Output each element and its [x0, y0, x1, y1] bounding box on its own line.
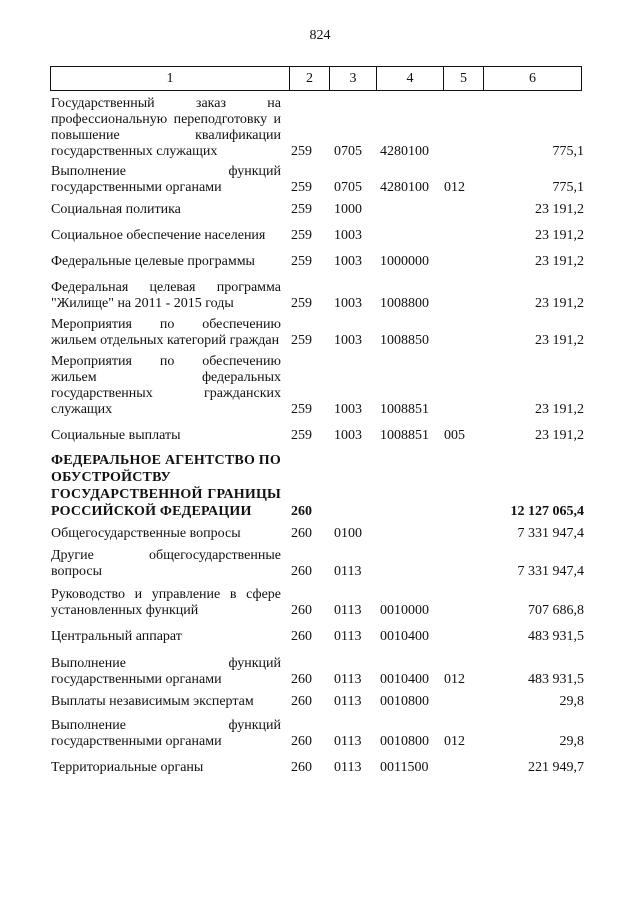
row-c3: 1003	[334, 228, 362, 243]
row-c3: 0113	[334, 760, 362, 775]
row-c6: 7 331 947,4	[517, 526, 584, 541]
row-name-line: жильем отдельных категорий граждан	[51, 333, 280, 348]
row-c3: 0113	[334, 672, 362, 687]
row-c2: 259	[291, 228, 312, 243]
header-col-5: 5	[443, 67, 483, 90]
row-name-line: Федеральная целевая программа	[51, 280, 281, 295]
header-col-3: 3	[329, 67, 376, 90]
row-c5: 005	[444, 428, 465, 443]
row-c5: 012	[444, 180, 465, 195]
row-name	[51, 760, 281, 776]
row-c4: 0010800	[380, 734, 429, 749]
row-c6: 29,8	[559, 694, 584, 709]
header-col-4: 4	[376, 67, 443, 90]
row-name-line: Федеральные целевые программы	[51, 254, 255, 269]
row-c6: 23 191,2	[535, 296, 584, 311]
row-c3: 1003	[334, 254, 362, 269]
row-c2: 259	[291, 333, 312, 348]
row-name-line: Социальное обеспечение населения	[51, 228, 266, 243]
row-name-line: государственными органами	[51, 180, 222, 195]
row-name-line: установленных функций	[51, 603, 199, 618]
row-c4: 0010000	[380, 603, 429, 618]
row-name-line: Мероприятия по обеспечению	[51, 354, 281, 369]
row-name-line: государственных служащих	[51, 144, 218, 159]
page-number: 824	[309, 28, 331, 43]
row-c3: 1003	[334, 428, 362, 443]
row-c2: 260	[291, 526, 312, 541]
row-c6: 23 191,2	[535, 333, 584, 348]
row-name-line: Другие общегосударственные	[51, 548, 281, 563]
row-c6: 221 949,7	[528, 760, 584, 775]
row-c5: 012	[444, 672, 465, 687]
row-name-line: Социальная политика	[51, 202, 181, 217]
row-c2: 260	[291, 672, 312, 687]
header-col-1: 1	[166, 71, 174, 86]
row-c2: 260	[291, 760, 312, 775]
row-name-line: государственными органами	[51, 734, 222, 749]
row-name-line: Государственный заказ на	[51, 96, 281, 111]
row-name-line: государственными органами	[51, 672, 222, 687]
row-c2: 260	[291, 694, 312, 709]
row-c4: 1008800	[380, 296, 429, 311]
row-c3: 0100	[334, 526, 362, 541]
row-c3: 0705	[334, 180, 362, 195]
row-name-line: Руководство и управление в сфере	[51, 587, 281, 602]
row-c6: 23 191,2	[535, 428, 584, 443]
row-c3: 0705	[334, 144, 362, 159]
row-c4: 0010800	[380, 694, 429, 709]
row-name-line: Территориальные органы	[51, 760, 204, 775]
row-c6: 483 931,5	[528, 629, 584, 644]
row-c6: 12 127 065,4	[510, 504, 584, 519]
row-name-line: Выплаты независимым экспертам	[51, 694, 254, 709]
row-c3: 0113	[334, 694, 362, 709]
row-c6: 775,1	[552, 180, 584, 195]
row-c6: 707 686,8	[528, 603, 584, 618]
row-name-line: государственных гражданских	[51, 386, 281, 401]
header-col-2: 2	[289, 67, 329, 90]
row-c2: 260	[291, 734, 312, 749]
row-c2: 259	[291, 402, 312, 417]
row-c3: 1003	[334, 402, 362, 417]
row-c5: 012	[444, 734, 465, 749]
row-name-line: РОССИЙСКОЙ ФЕДЕРАЦИИ	[51, 504, 252, 519]
row-name-line: служащих	[51, 402, 113, 417]
row-c4: 1000000	[380, 254, 429, 269]
row-name-line: профессиональную переподготовку и	[51, 112, 281, 127]
row-c4: 1008851	[380, 428, 429, 443]
row-c6: 23 191,2	[535, 202, 584, 217]
row-name-line: вопросы	[51, 564, 102, 579]
row-name-line: Выполнение функций	[51, 718, 281, 733]
row-c4: 0010400	[380, 629, 429, 644]
row-name-line: "Жилище" на 2011 - 2015 годы	[51, 296, 234, 311]
row-c6: 23 191,2	[535, 402, 584, 417]
row-c2: 260	[291, 603, 312, 618]
row-c4: 1008851	[380, 402, 429, 417]
row-c3: 0113	[334, 734, 362, 749]
row-c2: 259	[291, 144, 312, 159]
row-c3: 1003	[334, 296, 362, 311]
row-c6: 775,1	[552, 144, 584, 159]
row-c3: 1000	[334, 202, 362, 217]
row-c2: 259	[291, 254, 312, 269]
row-c6: 29,8	[559, 734, 584, 749]
row-c4: 0011500	[380, 760, 429, 775]
row-name-line: жильем федеральных	[51, 370, 281, 385]
row-c3: 0113	[334, 603, 362, 618]
row-c3: 1003	[334, 333, 362, 348]
row-name-line: ОБУСТРОЙСТВУ	[51, 470, 171, 485]
row-c4: 4280100	[380, 144, 429, 159]
row-name-line: ГОСУДАРСТВЕННОЙ ГРАНИЦЫ	[51, 487, 281, 502]
row-c6: 23 191,2	[535, 228, 584, 243]
header-col-6: 6	[483, 67, 581, 90]
row-c6: 23 191,2	[535, 254, 584, 269]
row-c4: 0010400	[380, 672, 429, 687]
row-c2: 260	[291, 504, 312, 519]
row-c2: 259	[291, 428, 312, 443]
row-c4: 1008850	[380, 333, 429, 348]
row-name-line: Социальные выплаты	[51, 428, 181, 443]
row-name-line: Общегосударственные вопросы	[51, 526, 241, 541]
row-c2: 259	[291, 202, 312, 217]
row-c6: 7 331 947,4	[517, 564, 584, 579]
row-name-line: Центральный аппарат	[51, 629, 182, 644]
row-c3: 0113	[334, 629, 362, 644]
row-name-line: Выполнение функций	[51, 656, 281, 671]
row-c2: 259	[291, 296, 312, 311]
row-c2: 259	[291, 180, 312, 195]
row-c4: 4280100	[380, 180, 429, 195]
row-name-line: Выполнение функций	[51, 164, 281, 179]
row-name-line: Мероприятия по обеспечению	[51, 317, 281, 332]
row-c2: 260	[291, 564, 312, 579]
row-c6: 483 931,5	[528, 672, 584, 687]
row-name-line: ФЕДЕРАЛЬНОЕ АГЕНТСТВО ПО	[51, 453, 281, 468]
row-c3: 0113	[334, 564, 362, 579]
row-c2: 260	[291, 629, 312, 644]
row-name-line: повышение квалификации	[51, 128, 281, 143]
